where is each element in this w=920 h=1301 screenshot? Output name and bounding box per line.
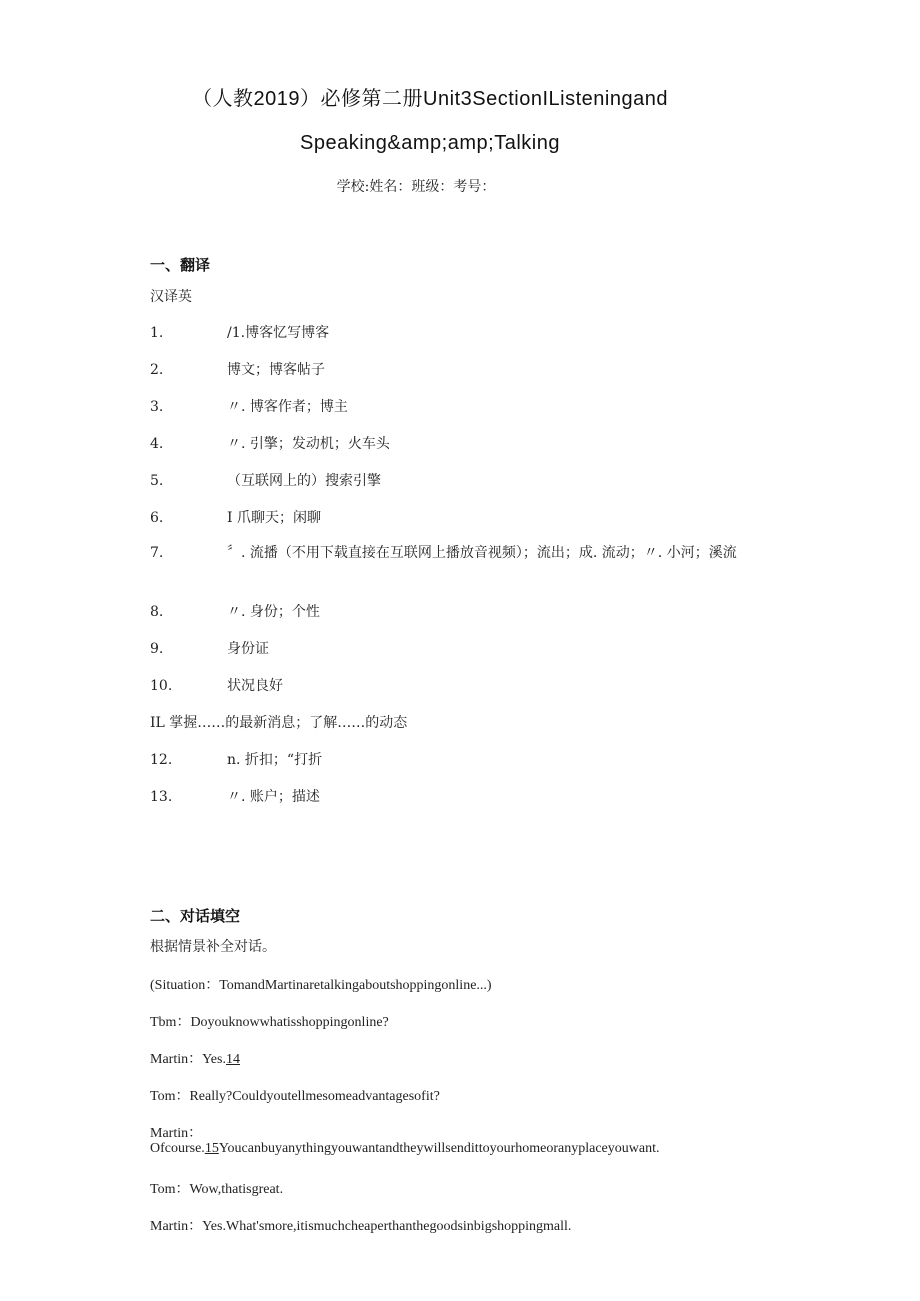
vocab-item-text: 博文；博客帖子 — [227, 362, 325, 378]
section2-heading: 二、对话填空 — [150, 908, 241, 925]
vocab-item-number: 9. — [150, 641, 164, 657]
vocab-item-number: 2. — [150, 362, 164, 378]
dialogue-line — [150, 1048, 240, 1068]
vocab-item-text: 〃. 账户；描述 — [227, 789, 320, 805]
section1-instruction: 汉译英 — [150, 289, 192, 305]
vocab-item-text: 〃. 博客作者；博主 — [227, 399, 348, 415]
blank-number: 15 — [204, 1141, 219, 1156]
vocab-item-number: 13. — [150, 789, 173, 805]
vocab-item — [150, 470, 750, 490]
vocab-item — [150, 675, 750, 695]
vocab-item-number: 1. — [150, 325, 164, 341]
vocab-item — [150, 638, 750, 658]
vocab-item-text: /1.博客忆写博客 — [227, 325, 330, 341]
vocab-item-number: 5. — [150, 473, 164, 489]
vocab-item — [150, 542, 750, 564]
section2-instruction: 根据情景补全对话。 — [150, 939, 276, 955]
vocab-item-text: 〃. 引擎；发动机；火车头 — [227, 436, 390, 452]
dialogue-line: Tbm：Doyouknowwhatisshoppingonline? — [150, 1015, 389, 1030]
document-title-line1: （人教2019）必修第二册Unit3SectionIListeningand — [192, 88, 668, 110]
dialogue-line — [150, 1141, 659, 1157]
vocab-item-number: 4. — [150, 436, 164, 452]
vocab-item — [150, 507, 750, 527]
section1-heading: 一、翻译 — [150, 257, 211, 274]
vocab-item-text: （互联网上的）搜索引擎 — [227, 473, 381, 489]
dialogue-line-speaker: Martin： — [150, 1126, 203, 1141]
vocab-item — [150, 601, 750, 621]
document-title-line2: Speaking&amp;amp;Talking — [300, 132, 560, 154]
vocab-item-text: 身份证 — [227, 641, 269, 657]
vocab-item-number: 3. — [150, 399, 164, 415]
vocab-item-text: I 爪聊天；闲聊 — [227, 510, 321, 526]
dialogue-text: Martin：Yes. — [150, 1052, 226, 1067]
vocab-item-text: IL 掌握……的最新消息；了解……的动态 — [150, 715, 408, 731]
vocab-item-number: 7. — [150, 545, 164, 561]
student-info-line: 学校:姓名：班级：考号： — [336, 179, 496, 195]
dialogue-situation: (Situation：TomandMartinaretalkingaboutshoppingonline...) — [150, 978, 492, 993]
vocab-item-number: 8. — [150, 604, 164, 620]
vocab-item-number: 12. — [150, 752, 173, 768]
dialogue-line: Tom：Wow,thatisgreat. — [150, 1182, 284, 1197]
vocab-item — [150, 786, 750, 806]
blank-number: 14 — [225, 1052, 240, 1067]
dialogue-line: Martin：Yes.What'smore,itismuchcheaperthanthegoodsinbigshoppingmall. — [150, 1219, 572, 1234]
vocab-item — [150, 712, 750, 732]
vocab-item-number: 6. — [150, 510, 164, 526]
dialogue-text: Ofcourse. — [150, 1141, 205, 1156]
vocab-item — [150, 322, 750, 342]
vocab-item — [150, 359, 750, 379]
vocab-item — [150, 749, 750, 769]
vocab-item-text: 〞. 流播（不用下载直接在互联网上播放音视频）；流出；成. 流动；〃. 小河；溪流 — [227, 545, 737, 561]
vocab-item-text: 〃. 身份；个性 — [227, 604, 320, 620]
vocab-item-number: 10. — [150, 678, 173, 694]
vocab-item-text: 状况良好 — [227, 678, 283, 694]
dialogue-text: Youcanbuyanythingyouwantandtheywillsendittoyourhomeoranyplaceyouwant. — [218, 1141, 660, 1156]
vocab-item — [150, 396, 750, 416]
vocab-item — [150, 433, 750, 453]
dialogue-line: Tom：Really?Couldyoutellmesomeadvantagesofit? — [150, 1089, 440, 1104]
vocab-item-text: n. 折扣；“打折 — [227, 752, 323, 768]
